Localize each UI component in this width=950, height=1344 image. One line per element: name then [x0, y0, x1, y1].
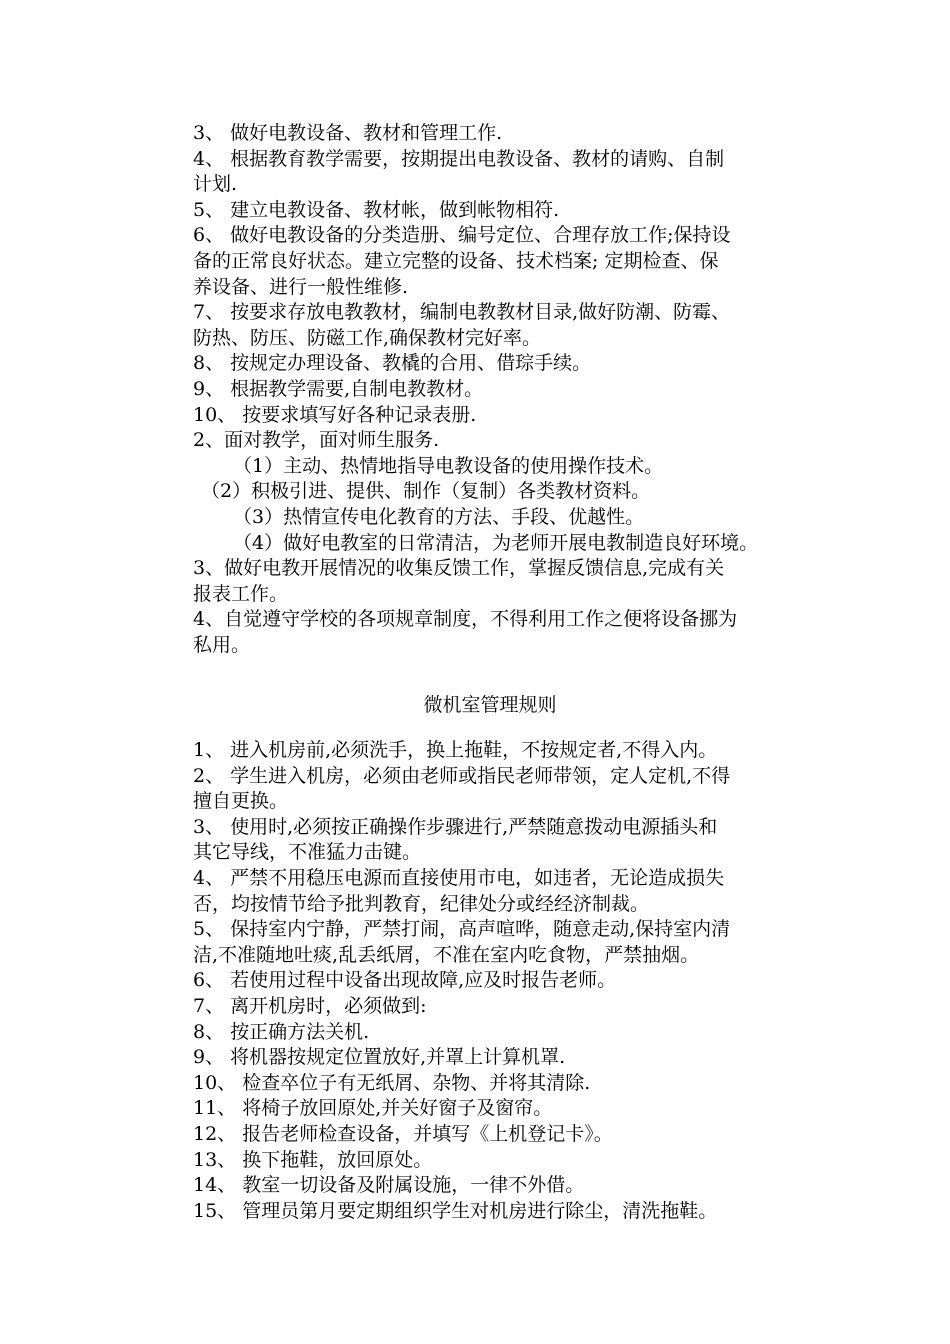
paragraph-line: 私用。 — [193, 633, 251, 656]
paragraph-line: 3、做好电教开展情况的收集反馈工作，掌握反馈信息,完成有关 — [193, 557, 725, 580]
paragraph-line: 4、 根据教育教学需要，按期提出电教设备、教材的请购、自制 — [193, 147, 725, 170]
rule-line: 1、 进入机房前,必须洗手，换上拖鞋，不按规定者,不得入内。 — [193, 739, 718, 761]
section-title: 微机室管理规则 — [423, 694, 557, 716]
paragraph-line: 10、 按要求填写好各种记录表册. — [193, 403, 477, 426]
rule-line: 12、 报告老师检查设备，并填写《上机登记卡》。 — [193, 1122, 613, 1145]
rule-line: 14、 教室一切设备及附属设施，一律不外借。 — [193, 1174, 585, 1197]
rule-line: 否，均按情节给予批判教育，纪律处分或经经济制裁。 — [193, 892, 650, 915]
rule-line: 其它导线，不准猛力击键。 — [193, 841, 422, 864]
rule-line: 5、 保持室内宁静，严禁打闹，高声喧哗，随意走动,保持室内清 — [193, 918, 731, 941]
paragraph-line: 2、面对教学，面对师生服务. — [193, 429, 440, 452]
rule-line: 13、 换下拖鞋，放回原处。 — [193, 1148, 433, 1171]
paragraph-line: 报表工作。 — [193, 582, 289, 605]
rule-line: 擅自更换。 — [193, 790, 289, 813]
paragraph-line: （1）主动、热情地指导电教设备的使用操作技术。 — [233, 454, 664, 477]
paragraph-line: （2）积极引进、提供、制作（复制）各类教材资料。 — [201, 480, 651, 503]
paragraph-line: 8、 按规定办理设备、教橇的合用、借琮手续。 — [193, 352, 592, 375]
paragraph-line: 3、 做好电教设备、教材和管理工作. — [193, 122, 503, 144]
paragraph-line: （3）热情宣传电化教育的方法、手段、优越性。 — [233, 505, 645, 528]
paragraph-line: 7、 按要求存放电教教材，编制电教教材目录,做好防潮、防霉、 — [193, 301, 731, 324]
duties-section — [193, 121, 813, 658]
paragraph-line: 防热、防压、防磁工作,确保教材完好率。 — [193, 326, 542, 349]
rule-line: 7、 离开机房时，必须做到: — [193, 994, 427, 1017]
rule-line: 4、 严禁不用稳压电源而直接使用市电，如违者，无论造成损失 — [193, 866, 725, 889]
rule-line: 11、 将椅子放回原处,并关好窗子及窗帘。 — [193, 1097, 553, 1120]
rule-line: 2、 学生进入机房，必须由老师或指民老师带领，定人定机,不得 — [193, 764, 731, 787]
paragraph-line: 养设备、进行一般性维修. — [193, 275, 409, 298]
rule-line: 3、 使用时,必须按正确操作步骤进行,严禁随意拨动电源插头和 — [193, 815, 718, 838]
paragraph-line: 9、 根据教学需要,自制电教教材。 — [193, 377, 484, 400]
rule-line: 洁,不准随地吐痰,乱丢纸屑，不准在室内吃食物，严禁抽烟。 — [193, 943, 700, 966]
computer-room-rules-section — [193, 738, 813, 1224]
rule-line: 8、 按正确方法关机. — [193, 1020, 370, 1043]
paragraph-line: 计划. — [193, 173, 238, 196]
paragraph-line: 5、 建立电教设备、教材帐，做到帐物相符. — [193, 198, 560, 221]
rule-line: 15、 管理员第月要定期组织学生对机房进行除尘，清洗拖鞋。 — [193, 1199, 718, 1222]
paragraph-line: 6、 做好电教设备的分类造册、编号定位、合理存放工作;保持设 — [193, 224, 731, 247]
rule-line: 10、 检查卒位子有无纸屑、杂物、并将其清除. — [193, 1071, 591, 1094]
rule-line: 9、 将机器按规定位置放好,并罩上计算机罩. — [193, 1046, 566, 1069]
paragraph-line: （4）做好电教室的日常清洁，为老师开展电教制造良好环境。 — [233, 531, 759, 554]
paragraph-line: 备的正常良好状态。建立完整的设备、技术档案; 定期检查、保 — [193, 249, 719, 272]
rule-line: 6、 若使用过程中设备出现故障,应及时报告老师。 — [193, 969, 617, 992]
paragraph-line: 4、自觉遵守学校的各项规章制度，不得利用工作之便将设备挪为 — [193, 608, 738, 631]
